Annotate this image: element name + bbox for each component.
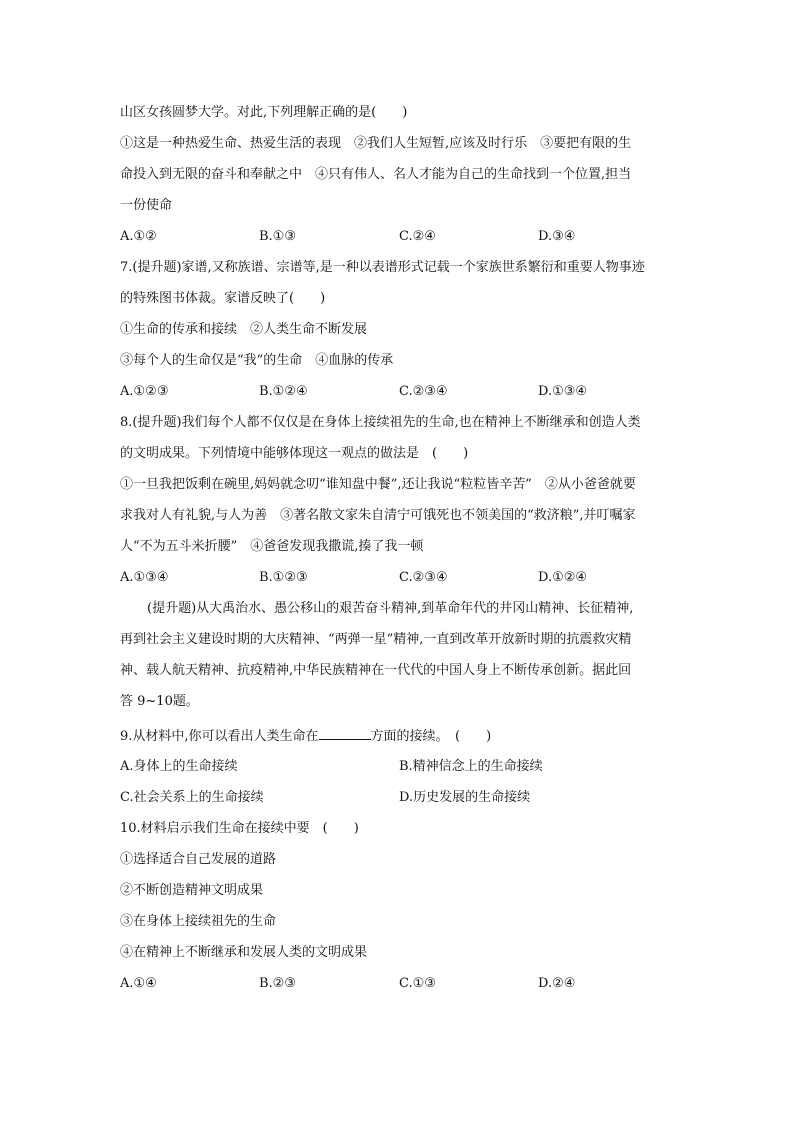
material-line-4: 答 9~10题。 xyxy=(120,694,199,709)
q6-stem-line-4: 一份使命 xyxy=(120,198,173,213)
q9-stem-before: 9.从材料中,你可以看出人类生命在 xyxy=(120,729,319,744)
q6-stem-line-2: ①这是一种热爱生命、热爱生活的表现 ②我们人生短暂,应该及时行乐 ③要把有限的生 xyxy=(120,136,632,151)
q10-item-3: ③在身体上接续祖先的生命 xyxy=(120,914,277,929)
q8-option-d: D.①②④ xyxy=(538,570,588,585)
q7-stem-line-1: 7.(提升题)家谱,又称族谱、宗谱等,是一种以表谱形式记载一个家族世系繁衍和重要人物事迹 xyxy=(120,260,645,275)
q10-option-b: B.②③ xyxy=(259,976,296,991)
q10-item-4: ④在精神上不断继承和发展人类的文明成果 xyxy=(120,945,368,960)
q9-stem xyxy=(120,727,491,745)
q8-item-line-3: 人“不为五斗米折腰” ④爸爸发现我撒谎,揍了我一顿 xyxy=(120,539,424,554)
q10-item-1: ①选择适合自己发展的道路 xyxy=(120,852,277,867)
q7-item-line-2: ③每个人的生命仅是“我”的生命 ④血脉的传承 xyxy=(120,353,394,368)
q6-stem-line-1: 山区女孩圆梦大学。对此,下列理解正确的是( ) xyxy=(120,105,408,120)
q10-stem: 10.材料启示我们生命在接续中要 ( ) xyxy=(120,821,359,836)
q9-option-c: C.社会关系上的生命接续 xyxy=(120,790,264,805)
q6-option-d: D.③④ xyxy=(538,229,576,244)
q6-option-b: B.①③ xyxy=(259,229,296,244)
q7-item-line-1: ①生命的传承和接续 ②人类生命不断发展 xyxy=(120,322,368,337)
q8-stem-line-1: 8.(提升题)我们每个人都不仅仅是在身体上接续祖先的生命,也在精神上不断继承和创造人类 xyxy=(120,415,641,430)
q7-option-b: B.①②④ xyxy=(259,384,308,399)
q6-option-a: A.①② xyxy=(120,229,157,244)
q9-option-d: D.历史发展的生命接续 xyxy=(399,790,531,805)
q6-stem-line-3: 命投入到无限的奋斗和奉献之中 ④只有伟人、名人才能为自己的生命找到一个位置,担当 xyxy=(120,167,632,182)
q9-stem-after: 方面的接续。 ( ) xyxy=(370,729,492,744)
q7-stem-line-2: 的特殊图书体裁。家谱反映了( ) xyxy=(120,291,326,306)
q8-stem-line-2: 的文明成果。下列情境中能够体现这一观点的做法是 ( ) xyxy=(120,446,469,461)
q8-item-line-2: 求我对人有礼貌,与人为善 ③著名散文家朱自清宁可饿死也不领美国的“救济粮”,并叮嘱家 xyxy=(120,508,636,523)
q10-option-d: D.②④ xyxy=(538,976,576,991)
q7-option-a: A.①②③ xyxy=(120,384,169,399)
q9-option-a: A.身体上的生命接续 xyxy=(120,759,238,774)
material-line-2: 再到社会主义建设时期的大庆精神、“两弹一星”精神,一直到改革开放新时期的抗震救灾精 xyxy=(120,632,632,647)
material-line-1: (提升题)从大禹治水、愚公移山的艰苦奋斗精神,到革命年代的井冈山精神、长征精神, xyxy=(147,601,634,616)
q7-option-d: D.①③④ xyxy=(538,384,588,399)
q8-option-a: A.①③④ xyxy=(120,570,169,585)
q6-option-c: C.②④ xyxy=(399,229,436,244)
q7-option-c: C.②③④ xyxy=(399,384,448,399)
q10-item-2: ②不断创造精神文明成果 xyxy=(120,883,264,898)
q10-option-c: C.①③ xyxy=(399,976,436,991)
q9-answer-blank xyxy=(319,727,371,740)
q8-option-c: C.②③④ xyxy=(399,570,448,585)
material-line-3: 神、载人航天精神、抗疫精神,中华民族精神在一代代的中国人身上不断传承创新。据此回 xyxy=(120,663,632,678)
q9-option-b: B.精神信念上的生命接续 xyxy=(399,759,543,774)
q10-option-a: A.①④ xyxy=(120,976,157,991)
q8-item-line-1: ①一旦我把饭剩在碗里,妈妈就念叨“谁知盘中餐”,还让我说“粒粒皆辛苦” ②从小爸爸就要 xyxy=(120,477,636,492)
q8-option-b: B.①②③ xyxy=(259,570,308,585)
